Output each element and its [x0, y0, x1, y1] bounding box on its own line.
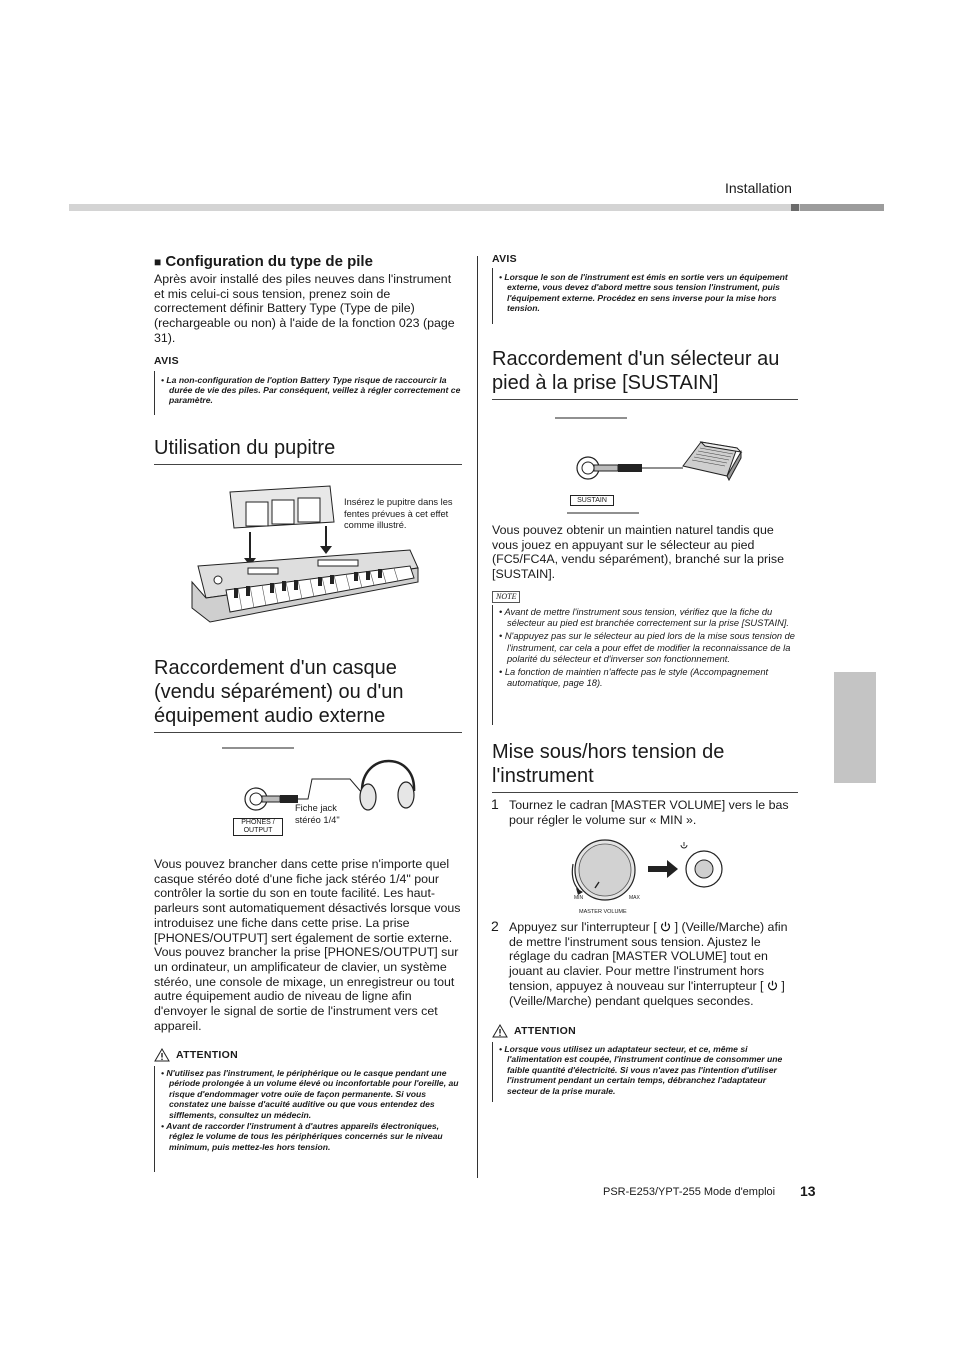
footer-model: PSR-E253/YPT-255 Mode d'emploi	[603, 1186, 776, 1198]
note-item: • La fonction de maintien n'affecte pas le style (Accompagnement automatique, page 18).	[499, 667, 769, 689]
attention-right	[492, 1024, 798, 1102]
avis-title: AVIS	[154, 354, 179, 367]
stand-caption: Insérez le pupitre dans les fentes prévues à cet effet comme illustré.	[344, 497, 453, 530]
warning-icon	[492, 1024, 508, 1038]
master-volume-label: MASTER VOLUME	[579, 909, 627, 915]
attention-title: ATTENTION	[514, 1025, 576, 1037]
power-illustration	[565, 836, 735, 920]
attention-left	[154, 1048, 464, 1172]
step1-text: Tournez le cadran [MASTER VOLUME] vers le bas pour régler le volume sur « MIN ».	[509, 798, 789, 827]
avis-text: • Lorsque le son de l'instrument est émis en sortie vers un équipement externe, vous devez d'abord mettre sous tension l'instrument, puis l'équipement externe. Procédez en sens inverse pour la mise hors tension.	[499, 272, 788, 314]
power-icon	[660, 921, 671, 932]
battery-section	[154, 253, 462, 415]
power-icon	[767, 980, 778, 991]
sustain-body: Vous pouvez obtenir un maintien naturel tandis que vous jouez en appuyant sur le sélecteur au pied (FC5/FC4A, vendu séparément), branché sur la prise [SUSTAIN].	[492, 523, 784, 582]
section-label: Installation	[725, 180, 792, 196]
step2-text: Appuyez sur l'interrupteur [ ] (Veille/Marche) afin de mettre l'instrument sous tension. Ajustez le réglage du cadran [MASTER VOLUME] tout en jouant au clavier. Pour mettre l'instrument hors tension, appuyez à nouveau sur l'interrupteur [ ] (Veille/Marche) pendant quelques secondes.	[509, 920, 788, 1008]
dial-min-label: MIN	[574, 895, 584, 901]
avis-title: AVIS	[492, 253, 517, 265]
dial-max-label: MAX	[629, 895, 640, 901]
avis-right	[492, 253, 798, 324]
avis-text: • La non-configuration de l'option Battery Type risque de raccourcir la durée de vie des piles. Par conséquent, veillez à régler correctement ce paramètre.	[161, 374, 461, 406]
headphones-heading: Raccordement d'un casque (vendu séparément) ou d'un équipement audio externe	[154, 656, 462, 733]
plug-caption: Fiche jack stéréo 1/4"	[295, 803, 340, 825]
attention-item: • N'utilisez pas l'instrument, le périphérique ou le casque pendant une période prolongée à un volume élevé ou inconfortable pour l'oreille, au risque d'endommager votre ouïe de façon permanente. Si vous constatez une baisse d'acuité auditive ou que vous entendez des sifflements, consultez un médecin.	[161, 1068, 459, 1120]
stand-heading: Utilisation du pupitre	[154, 436, 462, 465]
power-heading: Mise sous/hors tension de l'instrument	[492, 740, 798, 793]
phones-output-jack-label: PHONES / OUTPUT	[233, 818, 283, 836]
battery-heading: ■ Configuration du type de pile	[154, 253, 373, 270]
note-item: • Avant de mettre l'instrument sous tension, vérifiez que la fiche du sélecteur au pied est branchée correctement sur la prise [SUSTAIN].	[499, 607, 789, 629]
step-number: 2	[491, 918, 499, 934]
page-number: 13	[800, 1183, 816, 1199]
note-item: • N'appuyez pas sur le sélecteur au pied lors de la mise sous tension de l'instrument, car cela a pour effet de modifier la reconnaissance de la polarité du sélecteur et d'inverser son fonctionnement.	[499, 631, 795, 664]
column-divider	[477, 256, 478, 1178]
sustain-heading: Raccordement d'un sélecteur au pied à la prise [SUSTAIN]	[492, 347, 798, 400]
header-bar	[69, 204, 884, 211]
step-number: 1	[491, 796, 499, 812]
warning-icon	[154, 1048, 170, 1062]
battery-body: Après avoir installé des piles neuves dans l'instrument et mis celui-ci sous tension, prenez soin de correctement définir Battery Type (Type de pile) (rechargeable ou non) à l'aide de la fonction 023 (page 31).	[154, 272, 455, 345]
sustain-jack-label: SUSTAIN	[570, 495, 614, 506]
headphones-body: Vous pouvez brancher dans cette prise n'importe quel casque stéréo doté d'une fiche jack stéréo 1/4" pour contrôler la sortie du son en toute facilité. Les haut-parleurs sont automatiquement désactivés lorsque vous introduisez une fiche dans cette prise. La prise [PHONES/OUTPUT] sert également de sortie externe. Vous pouvez brancher la prise [PHONES/OUTPUT] sur un ordinateur, un amplificateur de clavier, un système stéréo, une console de mixage, un enregistreur ou tout autre équipement audio de niveau de ligne afin d'envoyer le signal de sortie de l'instrument vers cet appareil.	[154, 857, 461, 1033]
attention-item: • Avant de raccorder l'instrument à d'autres appareils électroniques, réglez le volume de tous les périphériques concernés sur le niveau minimum, puis mettez-les hors tension.	[161, 1121, 443, 1152]
side-tab	[834, 672, 876, 783]
note-label: NOTE	[492, 591, 520, 603]
sustain-notes	[492, 586, 798, 725]
attention-title: ATTENTION	[176, 1049, 238, 1061]
attention-item: • Lorsque vous utilisez un adaptateur secteur, et ce, même si l'alimentation est coupée, l'instrument continue de consommer une faible quantité d'électricité. Si vous n'avez pas l'intention d'utiliser l'instrument pendant un certain temps, débranchez l'adaptateur secteur de la prise murale.	[499, 1044, 783, 1096]
